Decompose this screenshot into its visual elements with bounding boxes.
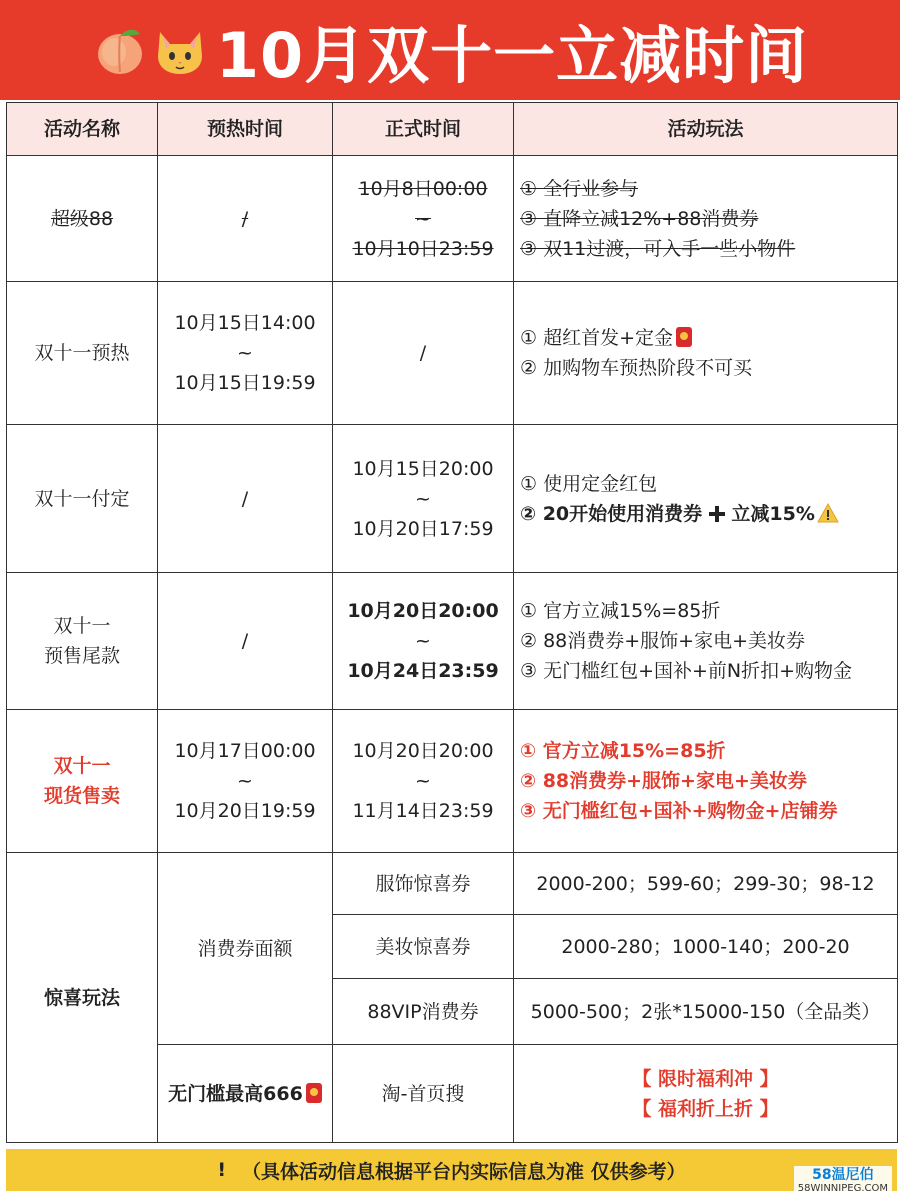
preheat-time: / — [158, 425, 333, 573]
coupon-type: 美妆惊喜券 — [333, 915, 514, 979]
footer-note — [6, 1149, 897, 1191]
preheat-time: / — [158, 573, 333, 710]
formal-time: / — [333, 282, 514, 425]
watermark-logo: 58温尼伯 58WINNIPEG.COM — [794, 1166, 892, 1197]
preheat-time: / — [158, 156, 333, 282]
redpacket-where: 淘-首页搜 — [333, 1045, 514, 1143]
activity-name: 双十一预热 — [7, 282, 158, 425]
table-row — [7, 425, 898, 573]
redpacket-label: 无门槛最高666 — [158, 1045, 333, 1143]
activity-name: 惊喜玩法 — [7, 853, 158, 1143]
formal-time: 10月20日20:00 ~ 10月24日23:59 — [333, 573, 514, 710]
coupon-type: 88VIP消费券 — [333, 979, 514, 1045]
coupon-amount: 2000-200；599-60；299-30；98-12 — [514, 853, 898, 915]
redpacket-benefits: 【 限时福利冲 】 【 福利折上折 】 — [514, 1045, 898, 1143]
schedule-table — [6, 102, 898, 1143]
formal-time: 10月8日00:00 ~ 10月10日23:59 — [333, 156, 514, 282]
warning-icon — [817, 503, 839, 523]
formal-time: 10月15日20:00 ~ 10月20日17:59 — [333, 425, 514, 573]
table-row — [7, 156, 898, 282]
red-envelope-icon — [676, 327, 692, 347]
activity-play: ① 官方立减15%=85折 ② 88消费券+服饰+家电+美妆券 ③ 无门槛红包+国补+购物金+店铺券 — [514, 710, 898, 853]
page-title: 10月双十一立减时间 — [215, 18, 809, 92]
activity-name: 双十一付定 — [7, 425, 158, 573]
peach-icon — [92, 22, 148, 78]
activity-name: 双十一 现货售卖 — [7, 710, 158, 853]
coupon-amount: 5000-500；2张*15000-150（全品类） — [514, 979, 898, 1045]
activity-play: ① 超红首发+定金 ② 加购物车预热阶段不可买 — [514, 282, 898, 425]
activity-play: ① 使用定金红包 ② 20开始使用消费券 立减15% — [514, 425, 898, 573]
footer-text: （具体活动信息根据平台内实际信息为准 仅供参考） — [242, 1160, 686, 1183]
activity-play: ① 全行业参与 ③ 直降立减12%+88消费券 ③ 双11过渡，可入手一些小物件 — [514, 156, 898, 282]
preheat-time: 10月15日14:00 ~ 10月15日19:59 — [158, 282, 333, 425]
red-envelope-icon — [306, 1083, 322, 1103]
exclamation-icon: ! — [217, 1159, 227, 1181]
coupon-amount: 2000-280；1000-140；200-20 — [514, 915, 898, 979]
column-header: 活动玩法 — [514, 103, 898, 156]
column-header: 活动名称 — [7, 103, 158, 156]
column-header: 预热时间 — [158, 103, 333, 156]
table-header-row — [7, 103, 898, 156]
header-banner — [0, 0, 900, 100]
coupon-label: 消费券面额 — [158, 853, 333, 1045]
table-row — [7, 853, 898, 915]
table-row — [7, 710, 898, 853]
plus-icon — [709, 506, 725, 522]
activity-name: 超级88 — [7, 156, 158, 282]
formal-time: 10月20日20:00 ~ 11月14日23:59 — [333, 710, 514, 853]
activity-play: ① 官方立减15%=85折 ② 88消费券+服饰+家电+美妆券 ③ 无门槛红包+国补+前N折扣+购物金 — [514, 573, 898, 710]
coupon-type: 服饰惊喜券 — [333, 853, 514, 915]
cat-face-icon — [152, 22, 208, 78]
column-header: 正式时间 — [333, 103, 514, 156]
activity-name: 双十一 预售尾款 — [7, 573, 158, 710]
table-row — [7, 282, 898, 425]
preheat-time: 10月17日00:00 ~ 10月20日19:59 — [158, 710, 333, 853]
table-row — [7, 573, 898, 710]
